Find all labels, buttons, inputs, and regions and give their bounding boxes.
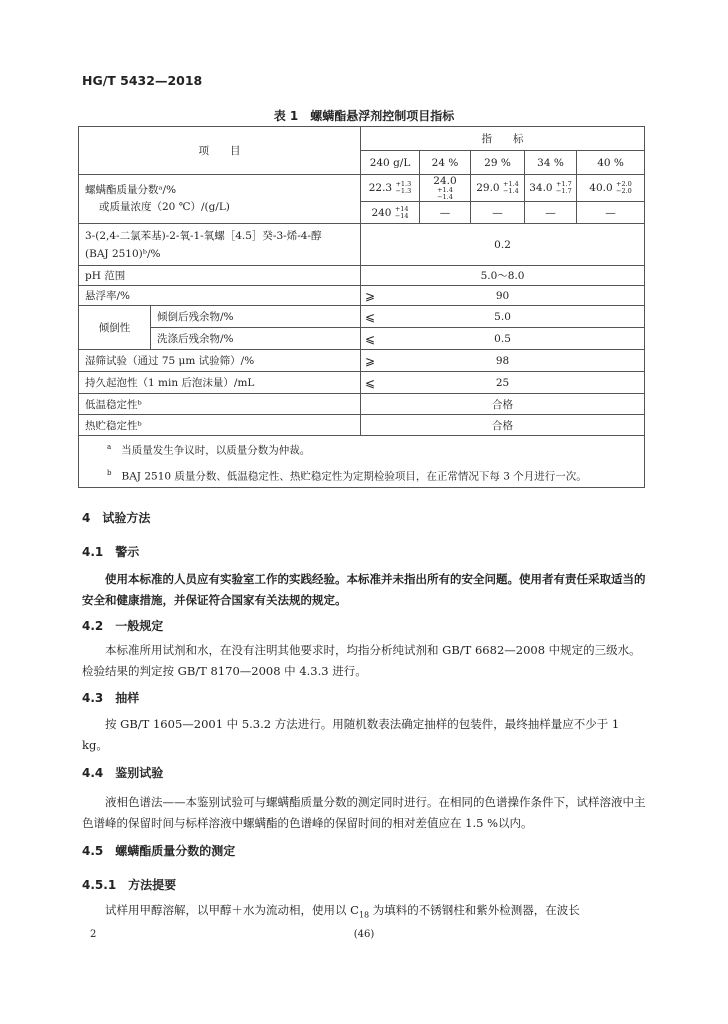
baj-value: 0.2	[361, 224, 645, 266]
dash: —	[471, 202, 525, 224]
heat-storage-label: 热贮稳定性ᵇ	[79, 415, 361, 436]
ph-label: pH 范围	[79, 266, 361, 286]
identification-text: 液相色谱法——本鉴别试验可与螺螨酯质量分数的测定同时进行。在相同的色谱操作条件下，试样溶液中主色谱峰的保留时间与标样溶液中螺螨酯的色谱峰的保留时间的相对差值应在 1.5 %以内。	[82, 795, 646, 830]
section-4-4-heading: 4.4 鉴别试验	[82, 766, 164, 780]
low-temp-label: 低温稳定性ᵇ	[79, 394, 361, 415]
section-4-3-heading: 4.3 抽样	[82, 691, 140, 705]
foam-value: 25	[361, 372, 645, 394]
col-24: 24 %	[420, 151, 471, 175]
conc-value: 240 +14 −14	[361, 202, 420, 224]
note-b: $^b$ BAJ 2510 质量分数、低温稳定性、热贮稳定性为定期检验项目，在正常情况下每 3 个月进行一次。	[107, 468, 587, 482]
suspension-value: 90	[361, 286, 645, 306]
section-4-5-1-heading: 4.5.1 方法提要	[82, 878, 177, 892]
sampling-text: 按 GB/T 1605—2001 中 5.3.2 方法进行。用随机数表法确定抽样的包装件，最终抽样量应不少于 1 kg。	[82, 717, 620, 752]
general-text: 本标准所用试剂和水，在没有注明其他要求时，均指分析纯试剂和 GB/T 6682—2008 中规定的三级水。检验结果的判定按 GB/T 8170—2008 中 4.3.3 进行。	[82, 643, 641, 678]
dash: —	[420, 202, 471, 224]
content-value: 29.0 +1.4 −1.4	[471, 175, 525, 202]
content-value: 24.0 +1.4 −1.4	[420, 175, 471, 202]
content-label-2: 或质量浓度（20 ℃）/(g/L)	[99, 201, 230, 213]
baj-label: 3-(2,4-二氯苯基)-2-氧-1-氧螺［4.5］癸-3-烯-4-醇 (BAJ 2510)ᵇ/%	[79, 224, 361, 266]
wash-label: 洗涤后残余物/%	[151, 328, 361, 350]
standard-number: HG/T 5432—2018	[82, 73, 203, 88]
pour-label: 倾倒后残余物/%	[151, 306, 361, 328]
col-40: 40 %	[577, 151, 645, 175]
content-value: 22.3 +1.3 −1.3	[361, 175, 420, 202]
col-34: 34 %	[525, 151, 577, 175]
heat-storage-value: 合格	[361, 415, 645, 436]
content-value: 34.0 +1.7 −1.7	[525, 175, 577, 202]
section-4-1-heading: 4.1 警示	[82, 545, 140, 559]
method-text: 试样用甲醇溶解，以甲醇＋水为流动相，使用以 $C_{18}$ 为填料的不锈钢柱和紫外检测器，在波长	[105, 903, 580, 920]
wet-sieve-label: 湿筛试验（通过 75 μm 试验筛）/%	[79, 350, 361, 372]
warning-text: 使用本标准的人员应有实验室工作的实践经验。本标准并未指出所有的安全问题。使用者有责任采取适当的安全和健康措施，并保证符合国家有关法规的规定。	[82, 572, 646, 607]
head-item: 项 目	[79, 127, 361, 175]
pour-value: 5.0	[361, 306, 645, 328]
spec-table: 项 目 指 标 240 g/L 24 % 29 % 34 % 40 % 螺螨酯质量分数ᵃ/% 或质量浓度（20 ℃）/(g/L) 22.3 +1.3 −1.3 24.0 +1.4 −1.4 29.0 +1.4 −1.4 34.0 +1.7 −1.7 40.0 +2.0 −2.0 240 +14 −14 — — — — 3-(2,4-二氯苯基)-2-氧-1-氧螺［4.5］癸-3-烯-4-醇 (BAJ 2510)ᵇ/% 0.2 pH 范围 5.0～8.0 悬浮率/% ⩾ 90 倾倒性 倾倒后残余物/% ⩽ 5.0 洗涤后残余物/% ⩽ 0.5 湿筛试验（通过 75 μm 试验筛）/% ⩾ 98 持久起泡性（1 min 后泡沫量）/mL ⩽ 25 低温稳定性ᵇ 合格 热贮稳定性ᵇ 合格 $^a$ 当质量发生争议时，以质量分数为仲裁。 $^b$ BAJ 2510 质量分数、低温稳定性、热贮稳定性为定期检验项目，在正常情况下每 3 个月进行一次。	[78, 126, 645, 488]
dash: —	[577, 202, 645, 224]
suspension-label: 悬浮率/%	[79, 286, 361, 306]
low-temp-value: 合格	[361, 394, 645, 415]
wet-sieve-value: 98	[361, 350, 645, 372]
head-index: 指 标	[361, 127, 645, 151]
wash-value: 0.5	[361, 328, 645, 350]
sheet-number: (46)	[353, 929, 375, 940]
content-label-1: 螺螨酯质量分数ᵃ/%	[85, 184, 177, 196]
col-29: 29 %	[471, 151, 525, 175]
dash: —	[525, 202, 577, 224]
note-a: $^a$ 当质量发生争议时，以质量分数为仲裁。	[107, 443, 311, 457]
table-notes	[79, 436, 645, 488]
content-label	[79, 175, 361, 224]
section-4-5-heading: 4.5 螺螨酯质量分数的测定	[82, 844, 236, 858]
section-4-heading: 4 试验方法	[82, 511, 151, 525]
content-value: 40.0 +2.0 −2.0	[577, 175, 645, 202]
foam-label: 持久起泡性（1 min 后泡沫量）/mL	[79, 372, 361, 394]
ph-value: 5.0～8.0	[361, 266, 645, 286]
section-4-2-heading: 4.2 一般规定	[82, 619, 164, 633]
pour-group: 倾倒性	[79, 306, 151, 350]
page-number: 2	[90, 929, 97, 940]
table-caption: 表 1 螺螨酯悬浮剂控制项目指标	[273, 109, 455, 123]
col-240gl: 240 g/L	[361, 151, 420, 175]
